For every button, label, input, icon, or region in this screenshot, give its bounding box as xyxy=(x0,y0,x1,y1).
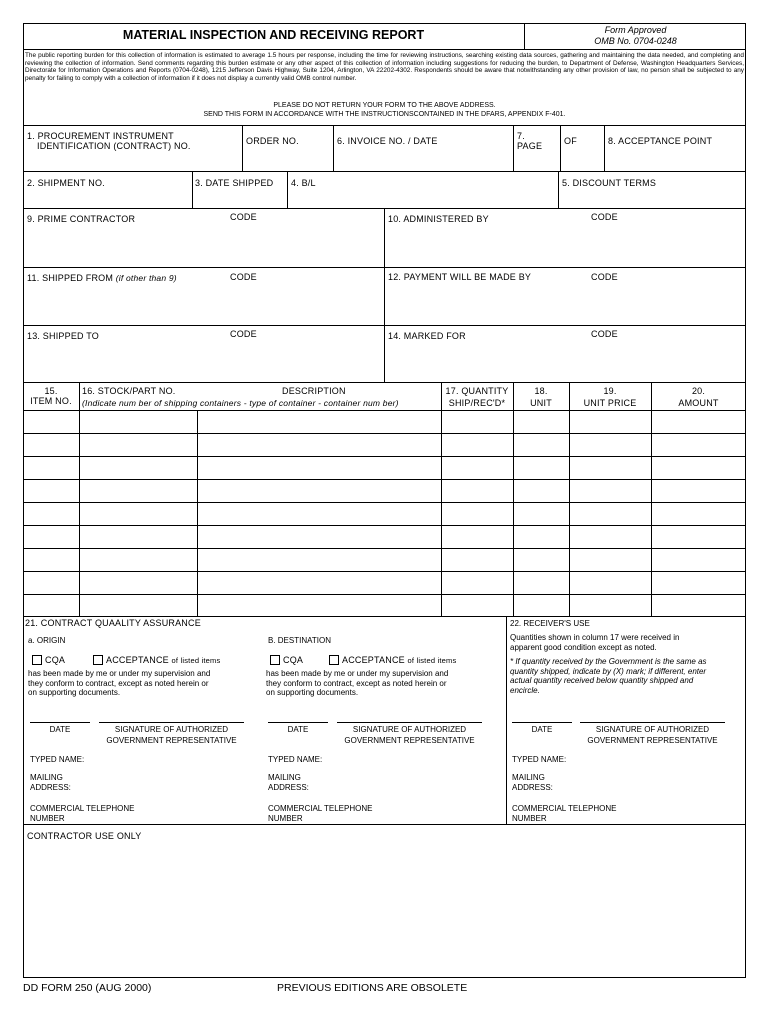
items-table xyxy=(23,383,746,617)
discount-terms-field[interactable]: 5. DISCOUNT TERMS xyxy=(562,178,657,188)
destination-typed-name-field[interactable]: TYPED NAME: xyxy=(268,755,323,764)
date-shipped-field[interactable]: 3. DATE SHIPPED xyxy=(195,178,274,188)
stock-part-header: 16. STOCK/PART NO. xyxy=(82,386,176,396)
destination-statement: has been made by me or under my supervision and they conform to contract, except as noted herein or on supporting documents. xyxy=(266,669,449,697)
checkbox-icon xyxy=(270,655,280,665)
origin-acceptance-checkbox[interactable]: ACCEPTANCE of listed items xyxy=(93,655,220,666)
description-header: DESCRIPTION xyxy=(282,386,346,396)
unit-price-header: 19. UNIT PRICE xyxy=(583,386,637,408)
destination-mailing-address-field[interactable]: MAILING ADDRESS: xyxy=(268,773,309,792)
order-no-field[interactable]: ORDER NO. xyxy=(246,136,299,146)
contract-no-field[interactable]: 1. PROCUREMENT INSTRUMENT IDENTIFICATION (CONTRACT) NO. xyxy=(27,131,191,151)
marked-for-field[interactable]: 14. MARKED FOR xyxy=(388,331,466,341)
burden-statement: The public reporting burden for this collection of information is estimated to average 1.5 hours per response, including the time for reviewing instructions, searching existing data sources, gathering and maintaining the data needed, and completing and reviewing the collection of information. Send comments regarding this burden estimate or any other aspect of this collection of information including suggestions for reducing the burden, to Department of Defense, Washington Headquarters Services, Directorate for Information Operations and Reports (0704-0248), 1215 Jefferson Davis Highway, Suite 1204, Arlington, VA 22202-4302. Respondents should be aware that notwithstanding any other provision of law, no person shall be subjected to any penalty for failing to comply with a collection of information if it does not display a currently valid OMB control number. xyxy=(25,52,744,82)
destination-label: B. DESTINATION xyxy=(268,636,331,645)
origin-typed-name-field[interactable]: TYPED NAME: xyxy=(30,755,85,764)
quantity-header: 17. QUANTITY SHIP/REC'D* xyxy=(445,386,509,408)
receiver-telephone-field[interactable]: COMMERCIAL TELEPHONE NUMBER xyxy=(512,804,617,823)
prime-contractor-code: CODE xyxy=(230,212,257,222)
shipped-to-code: CODE xyxy=(230,329,257,339)
destination-cqa-checkbox[interactable]: CQA xyxy=(270,655,303,665)
receiver-quantity-note: * If quantity received by the Government is the same as quantity shipped, indicate by (X) mark; if different, enter actual quantity received below quantity shipped and encircle. xyxy=(510,657,707,695)
unit-header: 18. UNIT xyxy=(530,386,552,408)
item-no-header: 15. ITEM NO. xyxy=(30,386,72,406)
origin-cqa-checkbox[interactable]: CQA xyxy=(32,655,65,665)
acceptance-point-field[interactable]: 8. ACCEPTANCE POINT xyxy=(608,136,713,146)
form-id: DD FORM 250 (AUG 2000) xyxy=(23,982,152,994)
payment-by-code: CODE xyxy=(591,272,618,282)
shipped-from-code: CODE xyxy=(230,272,257,282)
form-title: MATERIAL INSPECTION AND RECEIVING REPORT xyxy=(122,28,425,42)
receiver-mailing-address-field[interactable]: MAILING ADDRESS: xyxy=(512,773,553,792)
invoice-field[interactable]: 6. INVOICE NO. / DATE xyxy=(337,136,438,146)
origin-statement: has been made by me or under my supervision and they conform to contract, except as noted herein or on supporting documents. xyxy=(28,669,211,697)
origin-telephone-field[interactable]: COMMERCIAL TELEPHONE NUMBER xyxy=(30,804,135,823)
receiver-typed-name-field[interactable]: TYPED NAME: xyxy=(512,755,567,764)
of-pages-field[interactable]: OF xyxy=(564,136,577,146)
destination-signature-field[interactable]: SIGNATURE OF AUTHORIZED GOVERNMENT REPRESENTATIVE xyxy=(344,725,475,745)
receiver-signature-field[interactable]: SIGNATURE OF AUTHORIZED GOVERNMENT REPRESENTATIVE xyxy=(587,725,718,745)
receiver-date-field[interactable]: DATE xyxy=(531,725,553,734)
shipped-to-field[interactable]: 13. SHIPPED TO xyxy=(27,331,99,341)
administered-by-code: CODE xyxy=(591,212,618,222)
payment-by-field[interactable]: 12. PAYMENT WILL BE MADE BY xyxy=(388,272,532,282)
shipping-container-note: (Indicate num ber of shipping containers - type of container - container num ber) xyxy=(82,398,399,408)
shipment-no-field[interactable]: 2. SHIPMENT NO. xyxy=(27,178,105,188)
amount-header: 20. AMOUNT xyxy=(678,386,719,408)
omb-number: OMB No. 0704-0248 xyxy=(594,36,677,46)
origin-label: a. ORIGIN xyxy=(28,636,66,645)
origin-mailing-address-field[interactable]: MAILING ADDRESS: xyxy=(30,773,71,792)
qa-section-title: 21. CONTRACT QUAALITY ASSURANCE xyxy=(25,618,201,628)
marked-for-code: CODE xyxy=(591,329,618,339)
checkbox-icon xyxy=(32,655,42,665)
origin-date-field[interactable]: DATE xyxy=(49,725,71,734)
contractor-use-area[interactable] xyxy=(23,825,746,978)
obsolete-notice: PREVIOUS EDITIONS ARE OBSOLETE xyxy=(277,982,468,994)
destination-acceptance-checkbox[interactable]: ACCEPTANCE of listed items xyxy=(329,655,456,666)
contractor-use-label: CONTRACTOR USE ONLY xyxy=(27,831,142,841)
send-form-notice: SEND THIS FORM IN ACCORDANCE WITH THE INSTRUCTIONSCONTAINED IN THE DFARS, APPENDIX F-401. xyxy=(203,111,566,118)
checkbox-icon xyxy=(329,655,339,665)
do-not-return-notice: PLEASE DO NOT RETURN YOUR FORM TO THE ABOVE ADDRESS. xyxy=(273,102,496,109)
bill-of-lading-field[interactable]: 4. B/L xyxy=(291,178,316,188)
prime-contractor-field[interactable]: 9. PRIME CONTRACTOR xyxy=(27,214,136,224)
receiver-section-title: 22. RECEIVER'S USE xyxy=(510,619,590,628)
administered-by-field[interactable]: 10. ADMINISTERED BY xyxy=(388,214,489,224)
checkbox-icon xyxy=(93,655,103,665)
destination-telephone-field[interactable]: COMMERCIAL TELEPHONE NUMBER xyxy=(268,804,373,823)
destination-date-field[interactable]: DATE xyxy=(287,725,309,734)
shipped-from-note: (if other than 9) xyxy=(115,273,177,283)
origin-signature-field[interactable]: SIGNATURE OF AUTHORIZED GOVERNMENT REPRESENTATIVE xyxy=(106,725,237,745)
page-field[interactable]: 7. PAGE xyxy=(517,131,543,151)
shipped-from-field[interactable]: 11. SHIPPED FROM (if other than 9) xyxy=(27,273,177,283)
receiver-statement: Quantities shown in column 17 were received in apparent good condition except as noted. xyxy=(510,633,680,652)
form-approved: Form Approved xyxy=(604,25,667,35)
